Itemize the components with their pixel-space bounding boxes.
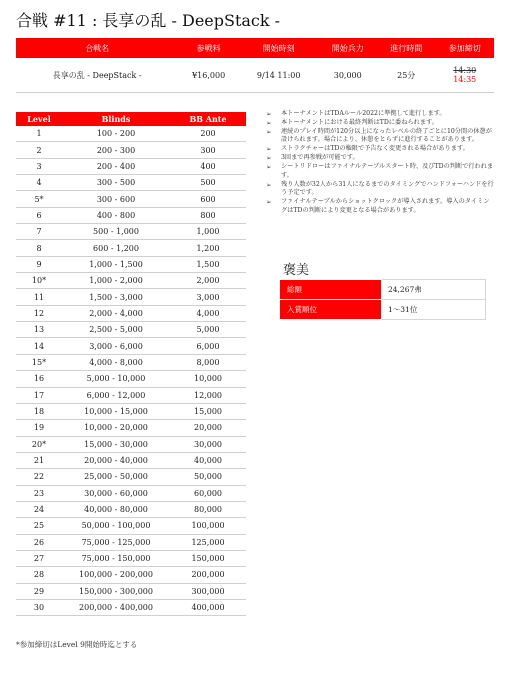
level-number: 1 — [16, 126, 62, 142]
bb-ante-value: 500 — [170, 175, 246, 191]
blind-level-row — [16, 403, 246, 419]
start-time: 9/14 11:00 — [239, 58, 319, 93]
note-item — [266, 128, 494, 145]
header-start-time: 開始時刻 — [239, 38, 319, 58]
note-text: 本トーナメントにおける最終判断はTDに委ねられます。 — [281, 119, 438, 126]
bb-ante-value: 15,000 — [170, 403, 246, 419]
level-number: 25 — [16, 518, 62, 534]
blind-level-row — [16, 371, 246, 387]
blind-level-row — [16, 583, 246, 599]
bb-ante-value: 600 — [170, 191, 246, 207]
blinds-value: 30,000 - 60,000 — [62, 485, 170, 501]
level-number: 13 — [16, 322, 62, 338]
note-text: 連続のプレイ時間が120分以上になったレベルの終了ごとに10分間の休憩が設けられます。場合により、休憩をとらずに進行することがあります。 — [281, 128, 492, 144]
blinds-value: 40,000 - 80,000 — [62, 501, 170, 517]
header-late-reg: 参加締切 — [435, 38, 494, 58]
blind-level-row — [16, 387, 246, 403]
note-text: 本トーナメントはTDAルール2022に準拠して進行します。 — [281, 110, 446, 117]
bb-ante-value: 1,500 — [170, 256, 246, 272]
level-number: 14 — [16, 338, 62, 354]
bb-ante-value: 100,000 — [170, 518, 246, 534]
arrow-bullet-icon: ➢ — [266, 119, 272, 127]
level-number: 11 — [16, 289, 62, 305]
blinds-value: 200 - 400 — [62, 158, 170, 174]
summary-header-row — [16, 38, 494, 58]
start-stack: 30,000 — [319, 58, 377, 93]
blinds-value: 500 - 1,000 — [62, 224, 170, 240]
arrow-bullet-icon: ➢ — [266, 163, 272, 172]
blind-level-row — [16, 175, 246, 191]
level-number: 6 — [16, 207, 62, 223]
level-number: 5* — [16, 191, 62, 207]
tournament-notes — [266, 110, 494, 216]
note-text: 3回まで再参戦が可能です。 — [281, 154, 359, 162]
blinds-value: 10,000 - 20,000 — [62, 420, 170, 436]
blinds-value: 25,000 - 50,000 — [62, 469, 170, 485]
blind-level-row — [16, 518, 246, 534]
blinds-value: 400 - 800 — [62, 207, 170, 223]
blinds-value: 75,000 - 125,000 — [62, 534, 170, 550]
bb-ante-value: 300,000 — [170, 583, 246, 599]
arrow-bullet-icon: ➢ — [266, 154, 272, 163]
blind-level-row — [16, 224, 246, 240]
blinds-value: 15,000 - 30,000 — [62, 436, 170, 452]
blind-level-row — [16, 436, 246, 452]
blind-level-row — [16, 452, 246, 468]
level-number: 8 — [16, 240, 62, 256]
late-reg-cell — [435, 58, 494, 93]
blind-level-row — [16, 501, 246, 517]
level-number: 4 — [16, 175, 62, 191]
blind-level-row — [16, 485, 246, 501]
blind-level-row — [16, 338, 246, 354]
note-text: ファイナルテーブルからショットクロックが導入されます。導入のタイミングはTDの判断により変更となる場合があります。 — [281, 198, 490, 214]
note-item — [266, 145, 494, 153]
blind-level-row — [16, 567, 246, 583]
late-reg-footnote: *参加締切はLevel 9開始時迄とする — [16, 640, 138, 649]
blinds-body — [16, 126, 246, 616]
bb-ante-value: 6,000 — [170, 338, 246, 354]
level-time: 25分 — [377, 58, 435, 93]
arrow-bullet-icon: ➢ — [266, 128, 272, 136]
note-item — [266, 110, 494, 118]
blind-level-row — [16, 354, 246, 370]
bb-ante-value: 1,200 — [170, 240, 246, 256]
bb-ante-value: 8,000 — [170, 354, 246, 370]
blinds-value: 75,000 - 150,000 — [62, 550, 170, 566]
note-text: シートリドローはファイナルテーブルスタート時、及びTDの判断で行われます。 — [281, 163, 494, 179]
blinds-value: 200 - 300 — [62, 142, 170, 158]
bb-ante-value: 200 — [170, 126, 246, 142]
blind-level-row — [16, 599, 246, 615]
note-item — [266, 154, 494, 162]
blinds-value: 3,000 - 6,000 — [62, 338, 170, 354]
late-reg-new: 14:35 — [453, 75, 477, 84]
blinds-value: 300 - 600 — [62, 191, 170, 207]
prize-value: 1～31位 — [382, 300, 486, 320]
blind-structure-table — [16, 112, 246, 616]
arrow-bullet-icon: ➢ — [266, 180, 272, 189]
blind-level-row — [16, 289, 246, 305]
blind-level-row — [16, 469, 246, 485]
level-number: 28 — [16, 567, 62, 583]
entry-fee: ¥16,000 — [178, 58, 238, 93]
summary-row — [16, 58, 494, 93]
level-number: 24 — [16, 501, 62, 517]
bb-ante-value: 2,000 — [170, 273, 246, 289]
level-number: 29 — [16, 583, 62, 599]
blinds-value: 20,000 - 40,000 — [62, 452, 170, 468]
level-number: 20* — [16, 436, 62, 452]
level-number: 19 — [16, 420, 62, 436]
blind-level-row — [16, 126, 246, 142]
level-number: 23 — [16, 485, 62, 501]
level-number: 27 — [16, 550, 62, 566]
bb-ante-value: 300 — [170, 142, 246, 158]
blinds-value: 1,000 - 1,500 — [62, 256, 170, 272]
bb-ante-value: 400 — [170, 158, 246, 174]
arrow-bullet-icon: ➢ — [266, 110, 272, 118]
level-number: 30 — [16, 599, 62, 615]
bb-ante-value: 5,000 — [170, 322, 246, 338]
blinds-value: 600 - 1,200 — [62, 240, 170, 256]
late-reg-old: 14:30 — [453, 66, 477, 75]
blinds-value: 2,500 - 5,000 — [62, 322, 170, 338]
level-number: 15* — [16, 354, 62, 370]
level-number: 3 — [16, 158, 62, 174]
level-number: 12 — [16, 305, 62, 321]
arrow-bullet-icon: ➢ — [266, 145, 272, 154]
bb-ante-value: 50,000 — [170, 469, 246, 485]
blinds-value: 150,000 - 300,000 — [62, 583, 170, 599]
blinds-value: 100 - 200 — [62, 126, 170, 142]
prize-value: 24,267弗 — [382, 280, 486, 300]
bb-ante-value: 40,000 — [170, 452, 246, 468]
level-number: 9 — [16, 256, 62, 272]
bb-ante-value: 80,000 — [170, 501, 246, 517]
blinds-value: 6,000 - 12,000 — [62, 387, 170, 403]
blind-level-row — [16, 256, 246, 272]
level-number: 21 — [16, 452, 62, 468]
tournament-summary-table — [16, 38, 494, 93]
note-text: ストラクチャーはTDの権限で予告なく変更される場合があります。 — [281, 145, 469, 153]
header-level-time: 進行時間 — [377, 38, 435, 58]
blind-level-row — [16, 550, 246, 566]
header-blinds: Blinds — [62, 112, 170, 126]
note-item — [266, 163, 494, 180]
blind-level-row — [16, 273, 246, 289]
bb-ante-value: 150,000 — [170, 550, 246, 566]
level-number: 16 — [16, 371, 62, 387]
blind-level-row — [16, 305, 246, 321]
prize-row — [281, 280, 486, 300]
blind-level-row — [16, 207, 246, 223]
blind-level-row — [16, 534, 246, 550]
blind-level-row — [16, 240, 246, 256]
arrow-bullet-icon: ➢ — [266, 198, 272, 207]
bb-ante-value: 12,000 — [170, 387, 246, 403]
prize-label: 入賞順位 — [281, 300, 382, 320]
event-name: 長享の乱 - DeepStack - — [16, 58, 178, 93]
bb-ante-value: 400,000 — [170, 599, 246, 615]
blinds-value: 4,000 - 8,000 — [62, 354, 170, 370]
level-number: 7 — [16, 224, 62, 240]
level-number: 2 — [16, 142, 62, 158]
bb-ante-value: 125,000 — [170, 534, 246, 550]
level-number: 17 — [16, 387, 62, 403]
blinds-value: 100,000 - 200,000 — [62, 567, 170, 583]
note-item — [266, 198, 494, 215]
blind-level-row — [16, 142, 246, 158]
page-title: 合戦 #11 : 長享の乱 - DeepStack - — [16, 11, 281, 30]
bb-ante-value: 20,000 — [170, 420, 246, 436]
bb-ante-value: 3,000 — [170, 289, 246, 305]
blinds-value: 50,000 - 100,000 — [62, 518, 170, 534]
header-level: Level — [16, 112, 62, 126]
level-number: 18 — [16, 403, 62, 419]
bb-ante-value: 800 — [170, 207, 246, 223]
blinds-value: 5,000 - 10,000 — [62, 371, 170, 387]
bb-ante-value: 200,000 — [170, 567, 246, 583]
blinds-value: 1,500 - 3,000 — [62, 289, 170, 305]
header-bb-ante: BB Ante — [170, 112, 246, 126]
blind-level-row — [16, 420, 246, 436]
bb-ante-value: 60,000 — [170, 485, 246, 501]
bb-ante-value: 30,000 — [170, 436, 246, 452]
blinds-value: 200,000 - 400,000 — [62, 599, 170, 615]
prize-title: 褒美 — [283, 263, 310, 278]
bb-ante-value: 10,000 — [170, 371, 246, 387]
note-item — [266, 119, 494, 127]
blinds-value: 10,000 - 15,000 — [62, 403, 170, 419]
blind-level-row — [16, 191, 246, 207]
prize-table — [280, 279, 486, 320]
blinds-header-row — [16, 112, 246, 126]
level-number: 22 — [16, 469, 62, 485]
header-name: 合戦名 — [16, 38, 178, 58]
bb-ante-value: 4,000 — [170, 305, 246, 321]
level-number: 26 — [16, 534, 62, 550]
header-fee: 参戦料 — [178, 38, 238, 58]
blinds-value: 2,000 - 4,000 — [62, 305, 170, 321]
note-item — [266, 181, 494, 198]
level-number: 10* — [16, 273, 62, 289]
note-text: 残り人数が32人から31人になるまでのタイミングでハンドフォーハンドを行う予定です。 — [281, 180, 494, 197]
prize-row — [281, 300, 486, 320]
prize-label: 総額 — [281, 280, 382, 300]
bb-ante-value: 1,000 — [170, 224, 246, 240]
blind-level-row — [16, 158, 246, 174]
blinds-value: 1,000 - 2,000 — [62, 273, 170, 289]
blind-level-row — [16, 322, 246, 338]
header-start-stack: 開始兵力 — [319, 38, 377, 58]
blinds-value: 300 - 500 — [62, 175, 170, 191]
